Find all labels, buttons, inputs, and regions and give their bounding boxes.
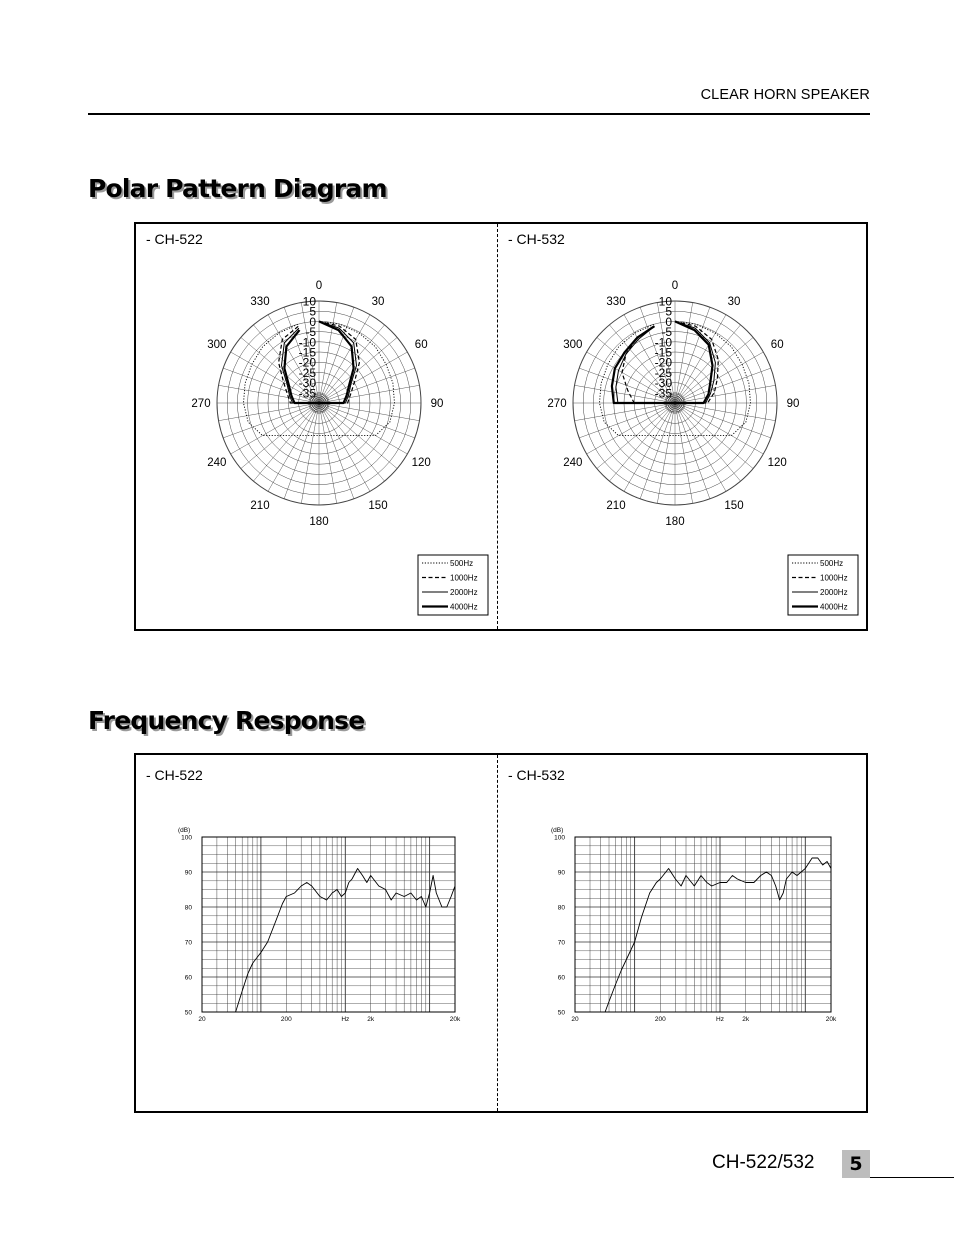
polar-angle-label: 210	[606, 500, 626, 513]
freq-ytick: 80	[184, 904, 192, 912]
polar-legend	[788, 555, 858, 615]
polar-radial-label: -20	[298, 355, 316, 370]
polar-radial-label: -5	[305, 325, 316, 340]
freq-xtick: 2k	[742, 1016, 750, 1023]
polar-radial-label: -35	[654, 386, 672, 401]
polar-angle-label: 300	[207, 339, 227, 351]
freq-ytick: 70	[557, 939, 565, 947]
polar-angle-label: 240	[207, 457, 227, 469]
polar-angle-label: 90	[786, 398, 800, 410]
polar-angle-label: 60	[770, 339, 784, 351]
header-rule	[88, 113, 870, 115]
legend-label: 2000Hz	[450, 588, 478, 597]
polar-angle-label: 120	[411, 457, 431, 469]
freq-ytick: 90	[184, 869, 192, 877]
polar-radial-label: 0	[665, 314, 672, 329]
legend-label: 1000Hz	[450, 573, 478, 583]
polar-section-title: Polar Pattern Diagram	[88, 174, 387, 203]
freq-ytick: 100	[554, 834, 565, 842]
legend-label: 500Hz	[450, 559, 474, 568]
legend-label: 4000Hz	[820, 602, 848, 612]
freq-ytick: 50	[557, 1009, 565, 1017]
polar-radial-label: -15	[298, 345, 316, 360]
footer-rule	[870, 1177, 954, 1178]
polar-angle-label: 0	[671, 280, 679, 292]
freq-ylabel: (dB)	[178, 827, 191, 834]
polar-angle-label: 180	[665, 516, 685, 528]
polar-angle-label: 0	[315, 280, 323, 292]
polar-radial-label: -30	[654, 376, 672, 391]
freq-xtick: 20	[198, 1016, 206, 1023]
polar-angle-label: 330	[250, 295, 270, 308]
page-number: 5	[842, 1150, 870, 1178]
polar-radial-label: 5	[665, 304, 672, 319]
freq-xtick: Hz	[341, 1016, 350, 1023]
polar-chart-ch532	[499, 240, 866, 629]
polar-radial-label: -5	[661, 325, 672, 340]
freq-ytick: 50	[184, 1009, 192, 1017]
polar-radial-label: -35	[298, 386, 316, 401]
frequency-section-title: Frequency Response	[88, 706, 365, 735]
footer-model: CH-522/532	[712, 1152, 815, 1173]
header-title: CLEAR HORN SPEAKER	[700, 87, 870, 103]
frequency-chart-ch522	[136, 790, 496, 1111]
frequency-chart-ch532	[499, 790, 866, 1111]
polar-chart-ch522	[136, 240, 496, 629]
polar-radial-label: -20	[654, 355, 672, 370]
freq-ytick: 70	[184, 939, 192, 947]
polar-radial-label: 10	[302, 294, 316, 309]
polar-angle-label: 270	[191, 398, 211, 410]
polar-radial-label: -10	[298, 335, 316, 350]
polar-radial-label: -30	[298, 376, 316, 391]
freq-ytick: 60	[184, 974, 192, 982]
polar-radial-label: -10	[654, 335, 672, 350]
freq-xtick: 20	[571, 1016, 579, 1023]
polar-radial-label: -25	[654, 365, 672, 380]
legend-label: 500Hz	[820, 559, 844, 568]
freq-xtick: 20k	[825, 1016, 837, 1023]
frequency-panel-divider	[497, 755, 498, 1111]
polar-angle-label: 270	[547, 398, 567, 410]
freq-xtick: 2k	[367, 1016, 375, 1023]
polar-angle-label: 90	[430, 398, 444, 410]
frequency-right-label: - CH-532	[508, 767, 565, 783]
polar-radial-label: -15	[654, 345, 672, 360]
polar-radial-label: 5	[309, 304, 316, 319]
polar-radial-label: 0	[309, 314, 316, 329]
polar-angle-label: 330	[606, 295, 626, 308]
polar-angle-label: 180	[309, 516, 329, 528]
polar-angle-label: 30	[371, 295, 385, 308]
frequency-left-label: - CH-522	[146, 767, 203, 783]
freq-xtick: 200	[654, 1016, 666, 1023]
freq-xtick: 200	[280, 1016, 292, 1023]
polar-right-label: - CH-532	[508, 231, 565, 247]
freq-ylabel: (dB)	[551, 827, 564, 834]
freq-grid	[575, 837, 831, 1012]
freq-xtick: Hz	[716, 1016, 724, 1023]
polar-angle-label: 240	[563, 457, 583, 469]
polar-angle-label: 120	[767, 457, 787, 469]
polar-angle-label: 30	[727, 295, 741, 308]
polar-left-label: - CH-522	[146, 231, 203, 247]
polar-angle-label: 210	[250, 500, 270, 513]
freq-xtick: 20k	[449, 1016, 461, 1023]
freq-ytick: 60	[557, 974, 565, 982]
freq-ytick: 80	[557, 904, 565, 912]
legend-label: 2000Hz	[820, 588, 848, 597]
polar-angle-label: 60	[414, 339, 428, 351]
freq-ytick: 100	[181, 834, 192, 842]
polar-radial-label: -25	[298, 365, 316, 380]
freq-ytick: 90	[557, 869, 565, 877]
polar-panel-divider	[497, 224, 498, 629]
polar-angle-label: 150	[368, 500, 388, 513]
polar-angle-label: 150	[724, 500, 744, 513]
freq-grid	[202, 837, 455, 1012]
legend-label: 4000Hz	[450, 602, 478, 612]
polar-radial-label: 10	[658, 294, 672, 309]
legend-label: 1000Hz	[820, 573, 848, 583]
polar-angle-label: 300	[563, 339, 583, 351]
polar-legend	[418, 555, 488, 615]
